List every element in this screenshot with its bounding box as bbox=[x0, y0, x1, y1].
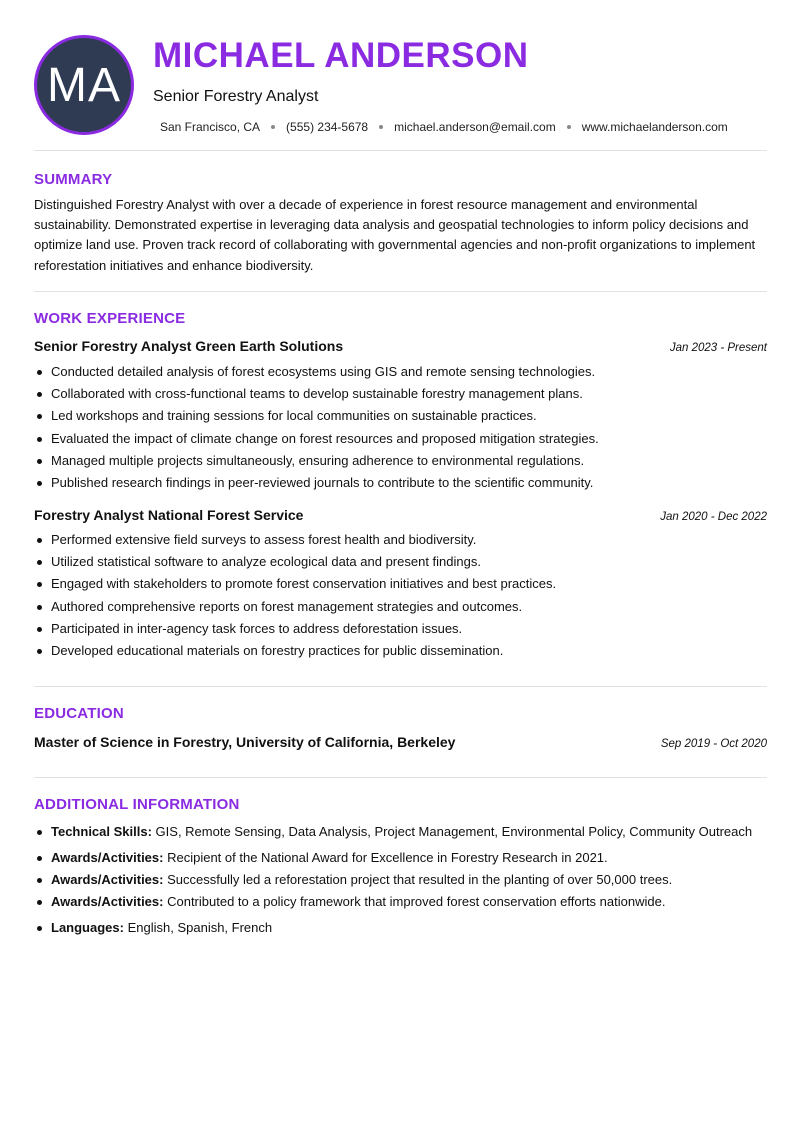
item-text: Recipient of the National Award for Excellence in Forestry Research in 2021. bbox=[167, 850, 608, 865]
candidate-role: Senior Forestry Analyst bbox=[153, 88, 319, 105]
divider bbox=[34, 686, 767, 687]
contact-line bbox=[160, 120, 728, 134]
candidate-name: MICHAEL ANDERSON bbox=[153, 36, 529, 75]
list-item: Collaborated with cross-functional teams to develop sustainable forestry management plans. bbox=[34, 385, 767, 407]
job-title: Senior Forestry Analyst Green Earth Solutions bbox=[34, 338, 344, 354]
item-label: Awards/Activities: bbox=[51, 850, 164, 865]
education-degree: Master of Science in Forestry, University of California, Berkeley bbox=[34, 734, 456, 750]
avatar-initials: MA bbox=[47, 58, 121, 112]
list-item: Evaluated the impact of climate change on forest resources and proposed mitigation strategies. bbox=[34, 430, 767, 452]
list-item: Engaged with stakeholders to promote forest conservation initiatives and best practices. bbox=[34, 575, 767, 597]
list-item: Developed educational materials on forestry practices for public dissemination. bbox=[34, 642, 767, 664]
divider bbox=[34, 150, 767, 151]
item-text: GIS, Remote Sensing, Data Analysis, Project Management, Environmental Policy, Community Outreach bbox=[155, 824, 753, 839]
item-text: English, Spanish, French bbox=[127, 920, 273, 935]
experience-heading: WORK EXPERIENCE bbox=[34, 310, 186, 327]
job-header bbox=[34, 507, 767, 523]
additional-list bbox=[34, 823, 774, 941]
avatar bbox=[34, 35, 134, 135]
item-label: Awards/Activities: bbox=[51, 872, 164, 887]
item-label: Technical Skills: bbox=[51, 824, 152, 839]
education-heading: EDUCATION bbox=[34, 705, 124, 722]
separator-dot bbox=[271, 125, 275, 129]
item-text: Contributed to a policy framework that improved forest conservation efforts nationwide. bbox=[167, 894, 666, 909]
list-item: Participated in inter-agency task forces to address deforestation issues. bbox=[34, 620, 767, 642]
contact-location: San Francisco, CA bbox=[160, 120, 261, 134]
divider bbox=[34, 777, 767, 778]
job-dates: Jan 2023 - Present bbox=[669, 342, 767, 354]
list-item: Authored comprehensive reports on forest management strategies and outcomes. bbox=[34, 598, 767, 620]
separator-dot bbox=[567, 125, 571, 129]
job-dates: Jan 2020 - Dec 2022 bbox=[660, 511, 767, 523]
divider bbox=[34, 291, 767, 292]
list-item: Performed extensive field surveys to assess forest health and biodiversity. bbox=[34, 531, 767, 553]
summary-text: Distinguished Forestry Analyst with over a decade of experience in forest resource management and environmental sustainability. Demonstrated expertise in leveraging data analysis and geospatial technologies to inform policy decisions and optimize land use. Proven track record of collaborating with governmental agencies and non-profit organizations to implement reforestation initiatives and enhance biodiversity. bbox=[34, 197, 756, 273]
list-item: Led workshops and training sessions for local communities on sustainable practices. bbox=[34, 407, 767, 429]
contact-email[interactable]: michael.anderson@email.com bbox=[394, 120, 556, 134]
education-dates: Sep 2019 - Oct 2020 bbox=[660, 738, 767, 750]
item-text: Successfully led a reforestation project that resulted in the planting of over 50,000 trees. bbox=[167, 872, 673, 887]
list-item bbox=[34, 893, 774, 919]
list-item: Conducted detailed analysis of forest ecosystems using GIS and remote sensing technologies. bbox=[34, 363, 767, 385]
job-bullets bbox=[34, 363, 767, 496]
job-header bbox=[34, 338, 767, 354]
contact-website[interactable]: www.michaelanderson.com bbox=[581, 120, 728, 134]
job-title: Forestry Analyst National Forest Service bbox=[34, 507, 304, 523]
list-item bbox=[34, 871, 774, 893]
item-label: Awards/Activities: bbox=[51, 894, 164, 909]
list-item bbox=[34, 919, 774, 941]
list-item: Managed multiple projects simultaneously, ensuring adherence to environmental regulations. bbox=[34, 452, 767, 474]
education-entry bbox=[34, 734, 767, 750]
additional-heading: ADDITIONAL INFORMATION bbox=[34, 796, 240, 813]
summary-heading: SUMMARY bbox=[34, 171, 113, 188]
list-item bbox=[34, 823, 774, 849]
contact-phone[interactable]: (555) 234-5678 bbox=[286, 120, 369, 134]
list-item: Utilized statistical software to analyze ecological data and present findings. bbox=[34, 553, 767, 575]
list-item bbox=[34, 849, 774, 871]
list-item: Published research findings in peer-reviewed journals to contribute to the scientific community. bbox=[34, 474, 767, 496]
job-bullets bbox=[34, 531, 767, 664]
separator-dot bbox=[379, 125, 383, 129]
item-label: Languages: bbox=[51, 920, 124, 935]
